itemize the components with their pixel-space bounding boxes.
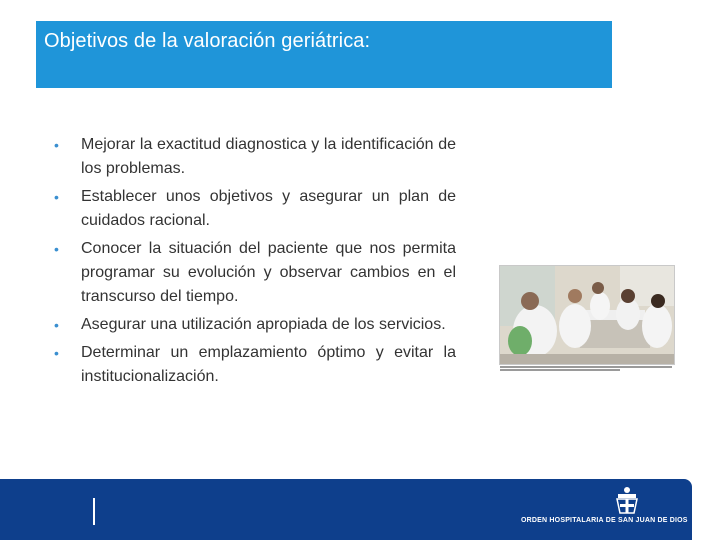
bullet-text: Conocer la situación del paciente que nos permita programar su evolución y observar cambios en el transcurso del tiempo. [81,240,456,305]
photo-caption [500,366,672,370]
bullet-icon: • [54,137,59,153]
bullet-list [54,133,456,393]
bullet-item [54,237,456,309]
bullet-text: Determinar un emplazamiento óptimo y evitar la institucionalización. [81,344,456,385]
cross-emblem-icon [610,485,644,515]
slide-title: Objetivos de la valoración geriátrica: [44,30,371,52]
bullet-text: Asegurar una utilización apropiada de los servicios. [81,316,446,333]
bullet-icon: • [54,189,59,205]
bullet-item [54,185,456,233]
title-bar [36,21,612,88]
bullet-icon: • [54,241,59,257]
bullet-icon: • [54,317,59,333]
bullet-text: Establecer unos objetivos y asegurar un plan de cuidados racional. [81,188,456,229]
organization-name: ORDEN HOSPITALARIA DE SAN JUAN DE DIOS [521,517,688,524]
footer-divider [93,498,95,525]
bullet-icon: • [54,345,59,361]
clinic-photo [499,265,675,365]
photo-illustration [500,266,674,364]
bullet-text: Mejorar la exactitud diagnostica y la identificación de los problemas. [81,136,456,177]
footer-bar [0,479,692,540]
bullet-item [54,133,456,181]
bullet-item [54,313,456,337]
bullet-item [54,341,456,389]
